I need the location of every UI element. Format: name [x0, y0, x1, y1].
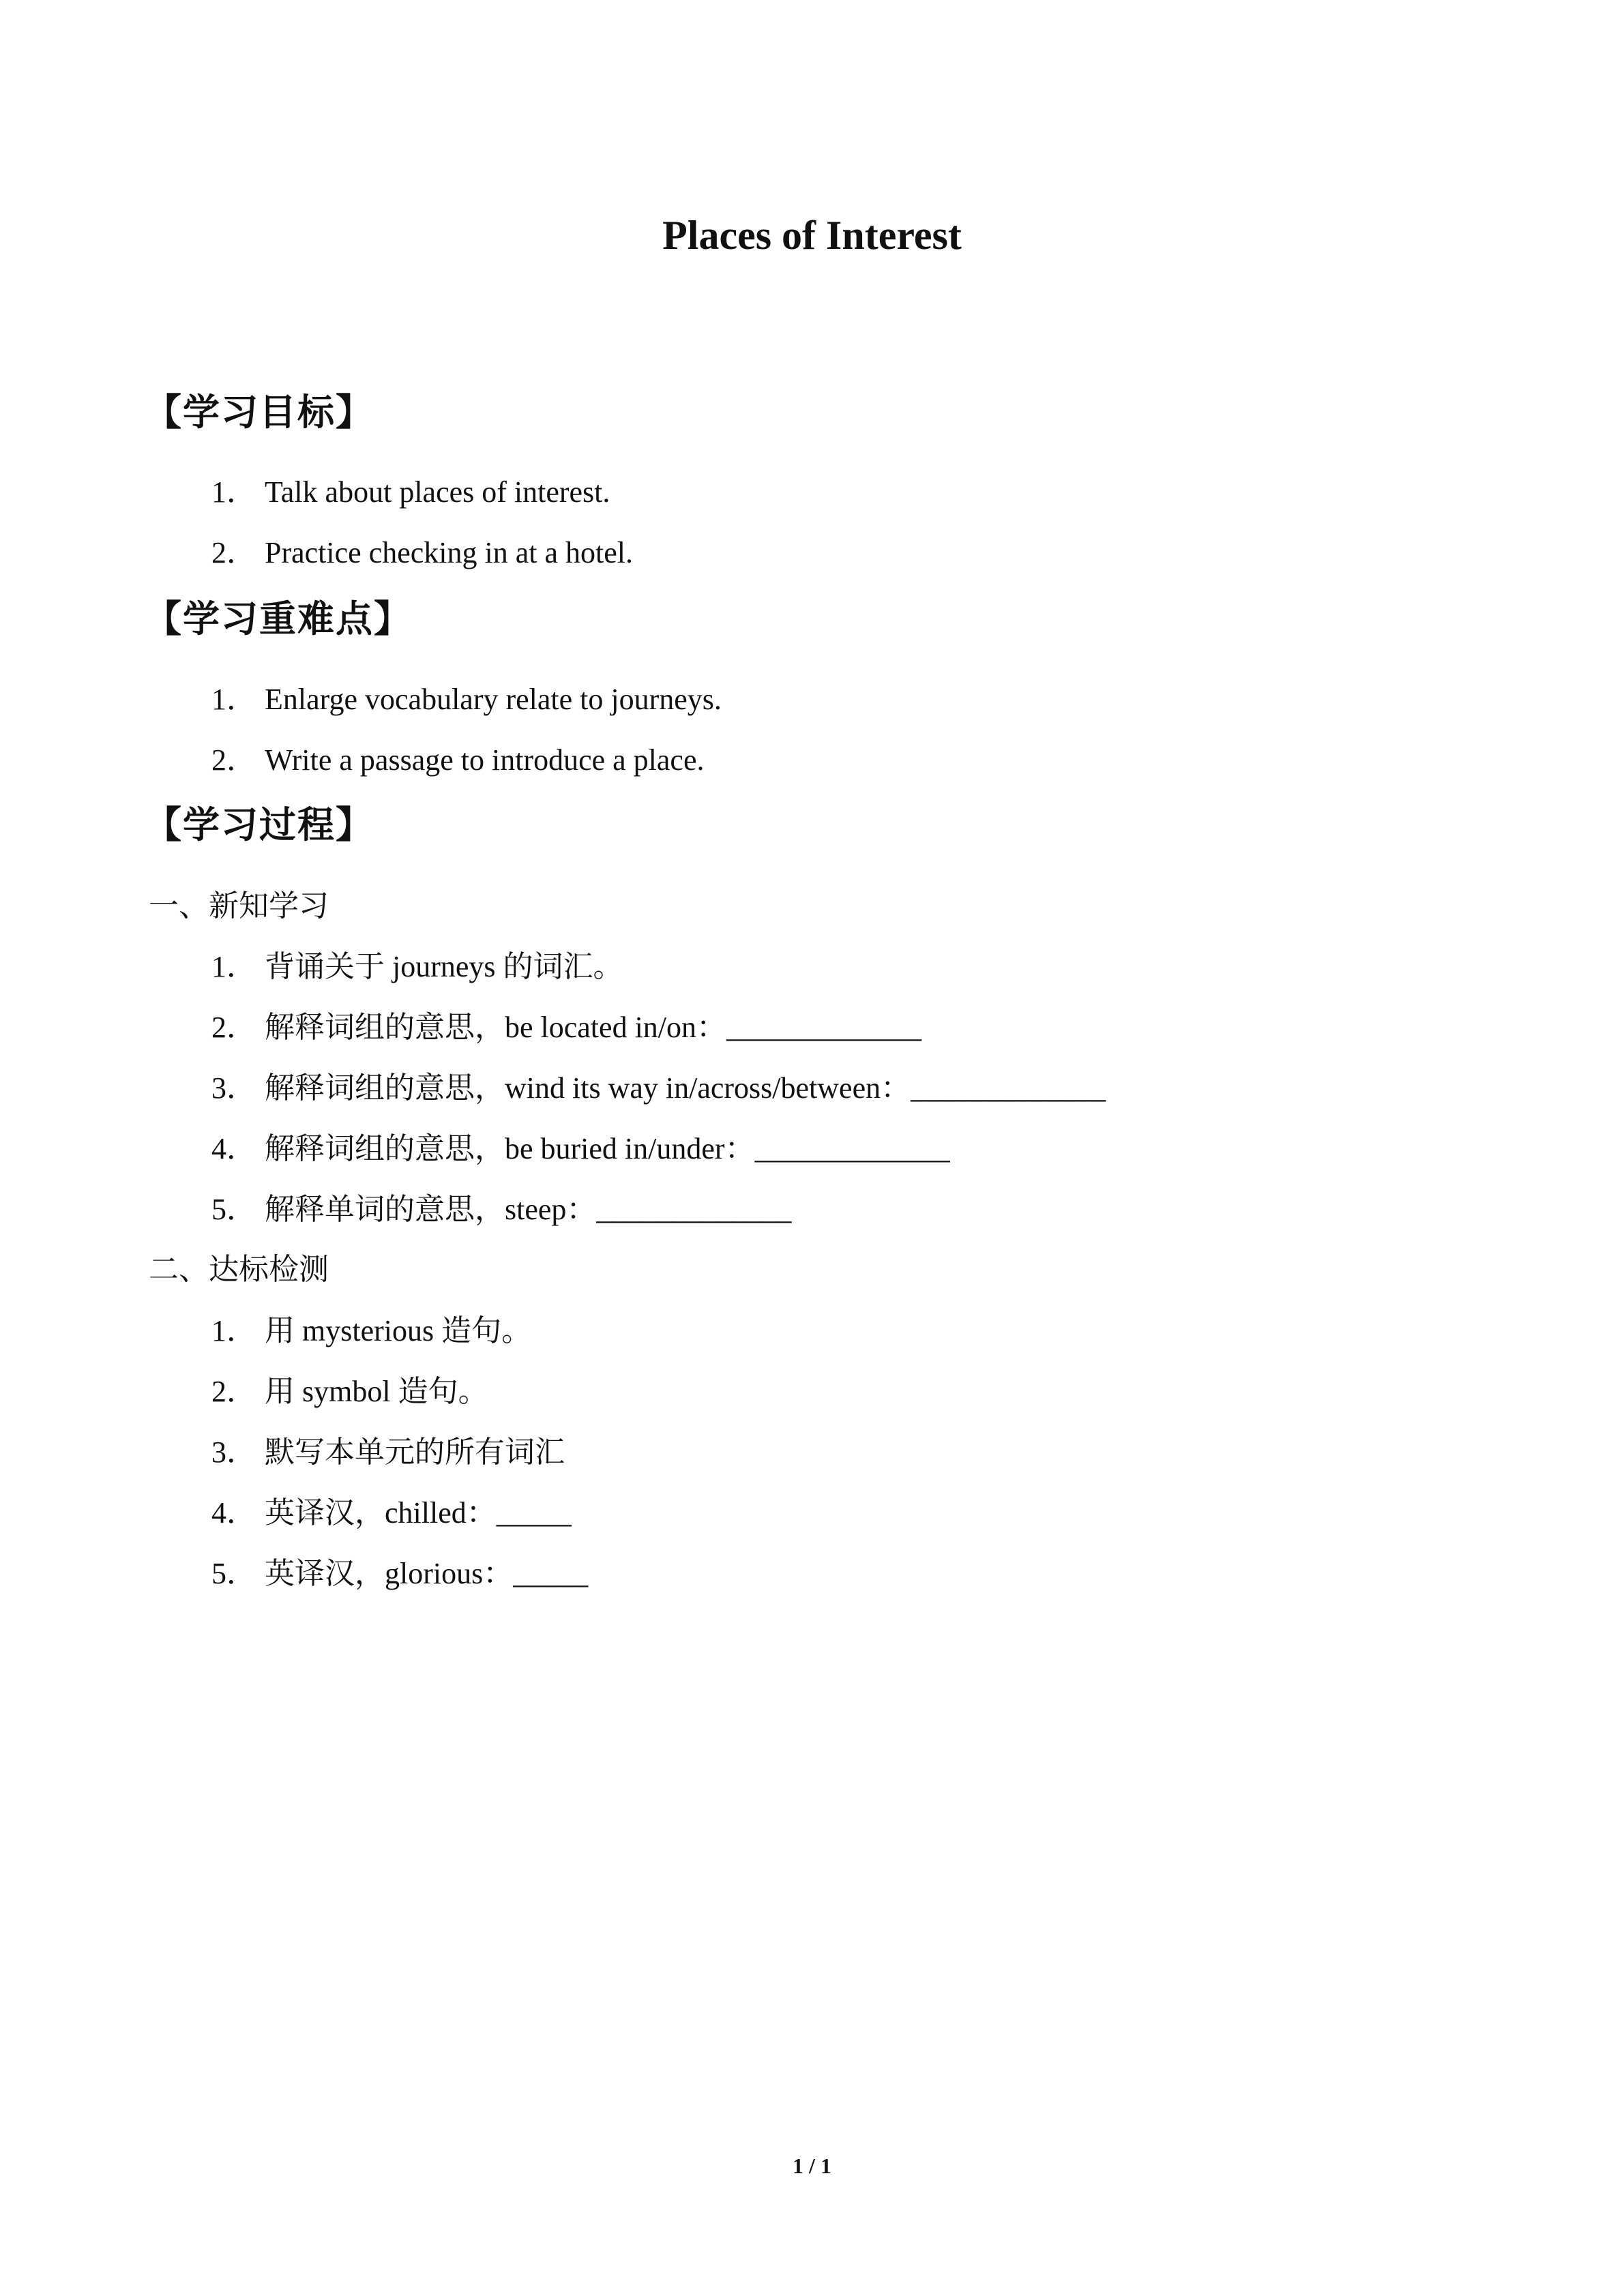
- list-item: [211, 1311, 531, 1352]
- list-item: [211, 946, 623, 987]
- item-text: Practice checking in at a hotel.: [265, 536, 633, 569]
- item-text: Talk about places of interest.: [265, 475, 610, 509]
- item-number: 3．: [211, 1071, 256, 1105]
- item-number: 1．: [211, 683, 256, 716]
- item-text: 解释词组的意思，be located in/on：_____________: [265, 1011, 922, 1044]
- item-number: 5．: [211, 1193, 256, 1226]
- list-item: [211, 1189, 791, 1230]
- item-text: Enlarge vocabulary relate to journeys.: [265, 683, 722, 716]
- item-number: 3．: [211, 1435, 256, 1469]
- list-item: [211, 1553, 588, 1594]
- item-number: 4．: [211, 1132, 256, 1165]
- subsection-label-assessment: 二、达标检测: [149, 1253, 329, 1286]
- list-item: [211, 533, 633, 573]
- item-number: 4．: [211, 1496, 256, 1530]
- list-item: [211, 1068, 1106, 1109]
- item-text: 解释单词的意思，steep：_____________: [265, 1193, 792, 1226]
- item-text: 解释词组的意思，wind its way in/across/between：_____________: [265, 1071, 1106, 1105]
- item-text: 用 symbol 造句。: [265, 1375, 488, 1408]
- list-item: [211, 1129, 950, 1169]
- item-text: 英译汉，glorious：_____: [265, 1557, 589, 1590]
- item-text: 解释词组的意思，be buried in/under：_____________: [265, 1132, 950, 1165]
- subsection-label-new-knowledge: 一、新知学习: [149, 889, 329, 923]
- item-number: 2．: [211, 743, 256, 777]
- page-title: Places of Interest: [662, 213, 962, 258]
- list-item: [211, 1432, 565, 1473]
- item-number: 2．: [211, 1375, 256, 1408]
- item-number: 1．: [211, 1314, 256, 1347]
- item-number: 1．: [211, 950, 256, 983]
- list-item: [211, 679, 722, 720]
- item-number: 5．: [211, 1557, 256, 1590]
- item-text: 默写本单元的所有词汇: [265, 1435, 565, 1469]
- list-item: [211, 740, 705, 781]
- item-number: 2．: [211, 536, 256, 569]
- list-item: [211, 1007, 921, 1048]
- item-number: 1．: [211, 475, 256, 509]
- list-item: [211, 1371, 488, 1412]
- list-item: [211, 1493, 572, 1534]
- section-heading-process: 【学习过程】: [145, 803, 374, 846]
- section-heading-key-points: 【学习重难点】: [145, 597, 412, 640]
- item-text: 用 mysterious 造句。: [265, 1314, 532, 1347]
- section-heading-objectives: 【学习目标】: [145, 391, 374, 434]
- item-text: 背诵关于 journeys 的词汇。: [265, 950, 623, 983]
- item-text: 英译汉，chilled：_____: [265, 1496, 572, 1530]
- list-item: [211, 472, 610, 513]
- page-number: 1 / 1: [793, 2153, 831, 2178]
- item-number: 2．: [211, 1011, 256, 1044]
- item-text: Write a passage to introduce a place.: [265, 743, 705, 777]
